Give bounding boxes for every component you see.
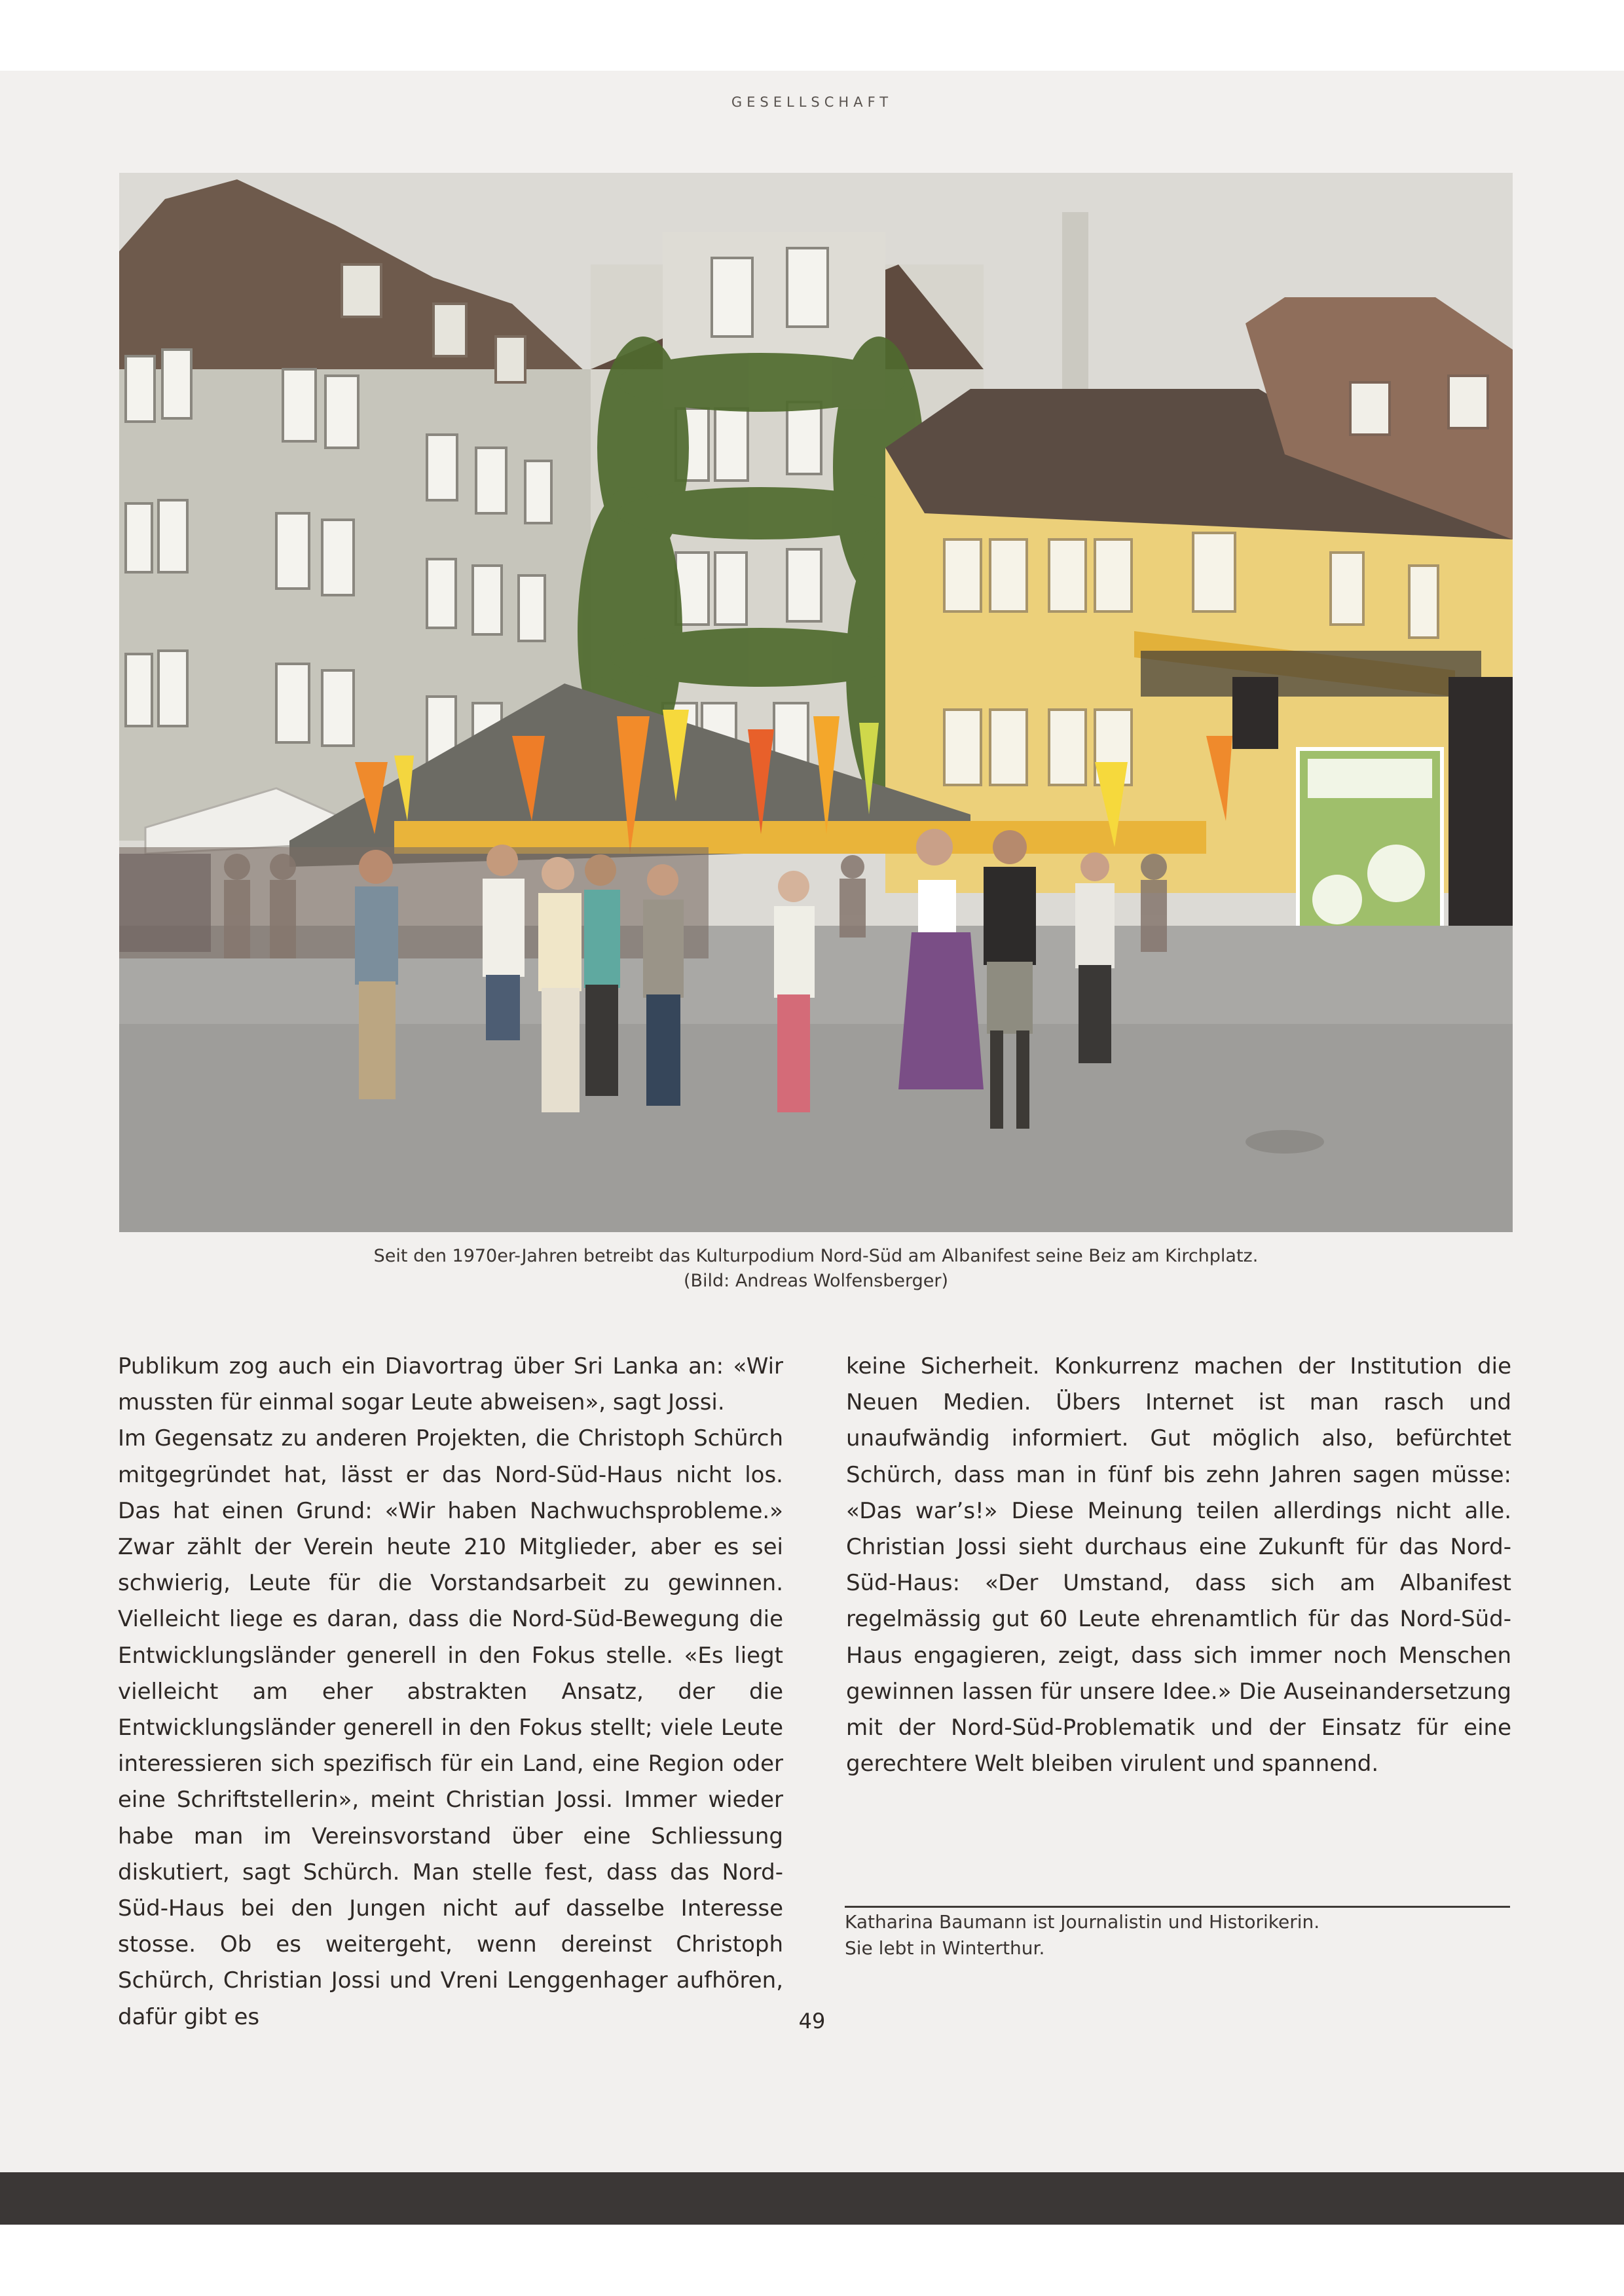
article-paragraph: Im Gegensatz zu anderen Projekten, die Christoph Schürch mitgegründet hat, lässt er das Nord-Süd-Haus nicht los. Das hat einen Grund: «Wir haben Nachwuchsprobleme.» Zwar zählt der Verein heute 210 Mitglieder, aber es sei schwierig, Leute für die Vorstandsarbeit zu gewinnen. Vielleicht liege es daran, dass die Nord-Süd-Bewegung die Entwicklungsländer generell in den Fokus stelle. «Es liegt vielleicht am eher abstrakten Ansatz, der die Entwicklungsländer generell in den Fokus stellt; viele Leute interessieren sich spezifisch für ein Land, eine Region oder eine Schriftstellerin», meint Christian Jossi. Immer wieder habe man im Vereinsvorstand über eine Schliessung diskutiert, sagt Schürch. Man stelle fest, dass das Nord-Süd-Haus bei den Jungen nicht auf dasselbe Interesse stosse. Ob es weitergeht, wenn dereinst Christoph Schürch, Christian Jossi und Vreni Lenggenhager aufhören, dafür gibt es — [118, 1425, 783, 2030]
photo-caption — [119, 1244, 1513, 1294]
caption-credit: (Bild: Andreas Wolfensberger) — [683, 1271, 949, 1291]
article-paragraph: keine Sicherheit. Konkurrenz machen der Institution die Neuen Medien. Übers Internet ist man rasch und unaufwändig informiert. Gut möglich also, befürchtet Schürch, dass man in fünf bis zehn Jahren sagen müsse: «Das war’s!» Diese Meinung teilen allerdings nicht alle. Christian Jossi sieht durchaus eine Zukunft für das Nord-Süd-Haus: «Der Umstand, dass sich am Albanifest regelmässig gut 60 Leute ehrenamtlich für das Nord-Süd-Haus engagieren, zeigt, dass sich immer noch Menschen gewinnen lassen für unsere Idee.» Die Auseinandersetzung mit der Nord-Süd-Problematik und der Einsatz für eine gerechtere Welt bleiben virulent und spannend. — [846, 1353, 1511, 1777]
street-festival-photo — [119, 173, 1513, 1232]
page-number: 49 — [798, 2009, 826, 2033]
scan-shadow-bar — [0, 2172, 1624, 2225]
caption-text: Seit den 1970er-Jahren betreibt das Kulturpodium Nord-Süd am Albanifest seine Beiz am Kirchplatz. — [373, 1246, 1259, 1266]
author-note — [845, 1909, 1510, 1961]
scan-margin-bottom — [0, 2225, 1624, 2296]
article-paragraph: Publikum zog auch ein Diavortrag über Sri Lanka an: «Wir mussten für einmal sogar Leute abweisen», sagt Jossi. — [118, 1353, 783, 1416]
article-column-left — [118, 1349, 783, 2035]
scan-margin-top — [0, 0, 1624, 71]
article-column-right — [846, 1349, 1511, 1782]
section-label: GESELLSCHAFT — [731, 94, 893, 110]
author-line: Sie lebt in Winterthur. — [845, 1937, 1045, 1959]
author-line: Katharina Baumann ist Journalistin und Historikerin. — [845, 1911, 1320, 1933]
photo-illustration — [119, 173, 1513, 1232]
author-divider — [845, 1906, 1510, 1908]
